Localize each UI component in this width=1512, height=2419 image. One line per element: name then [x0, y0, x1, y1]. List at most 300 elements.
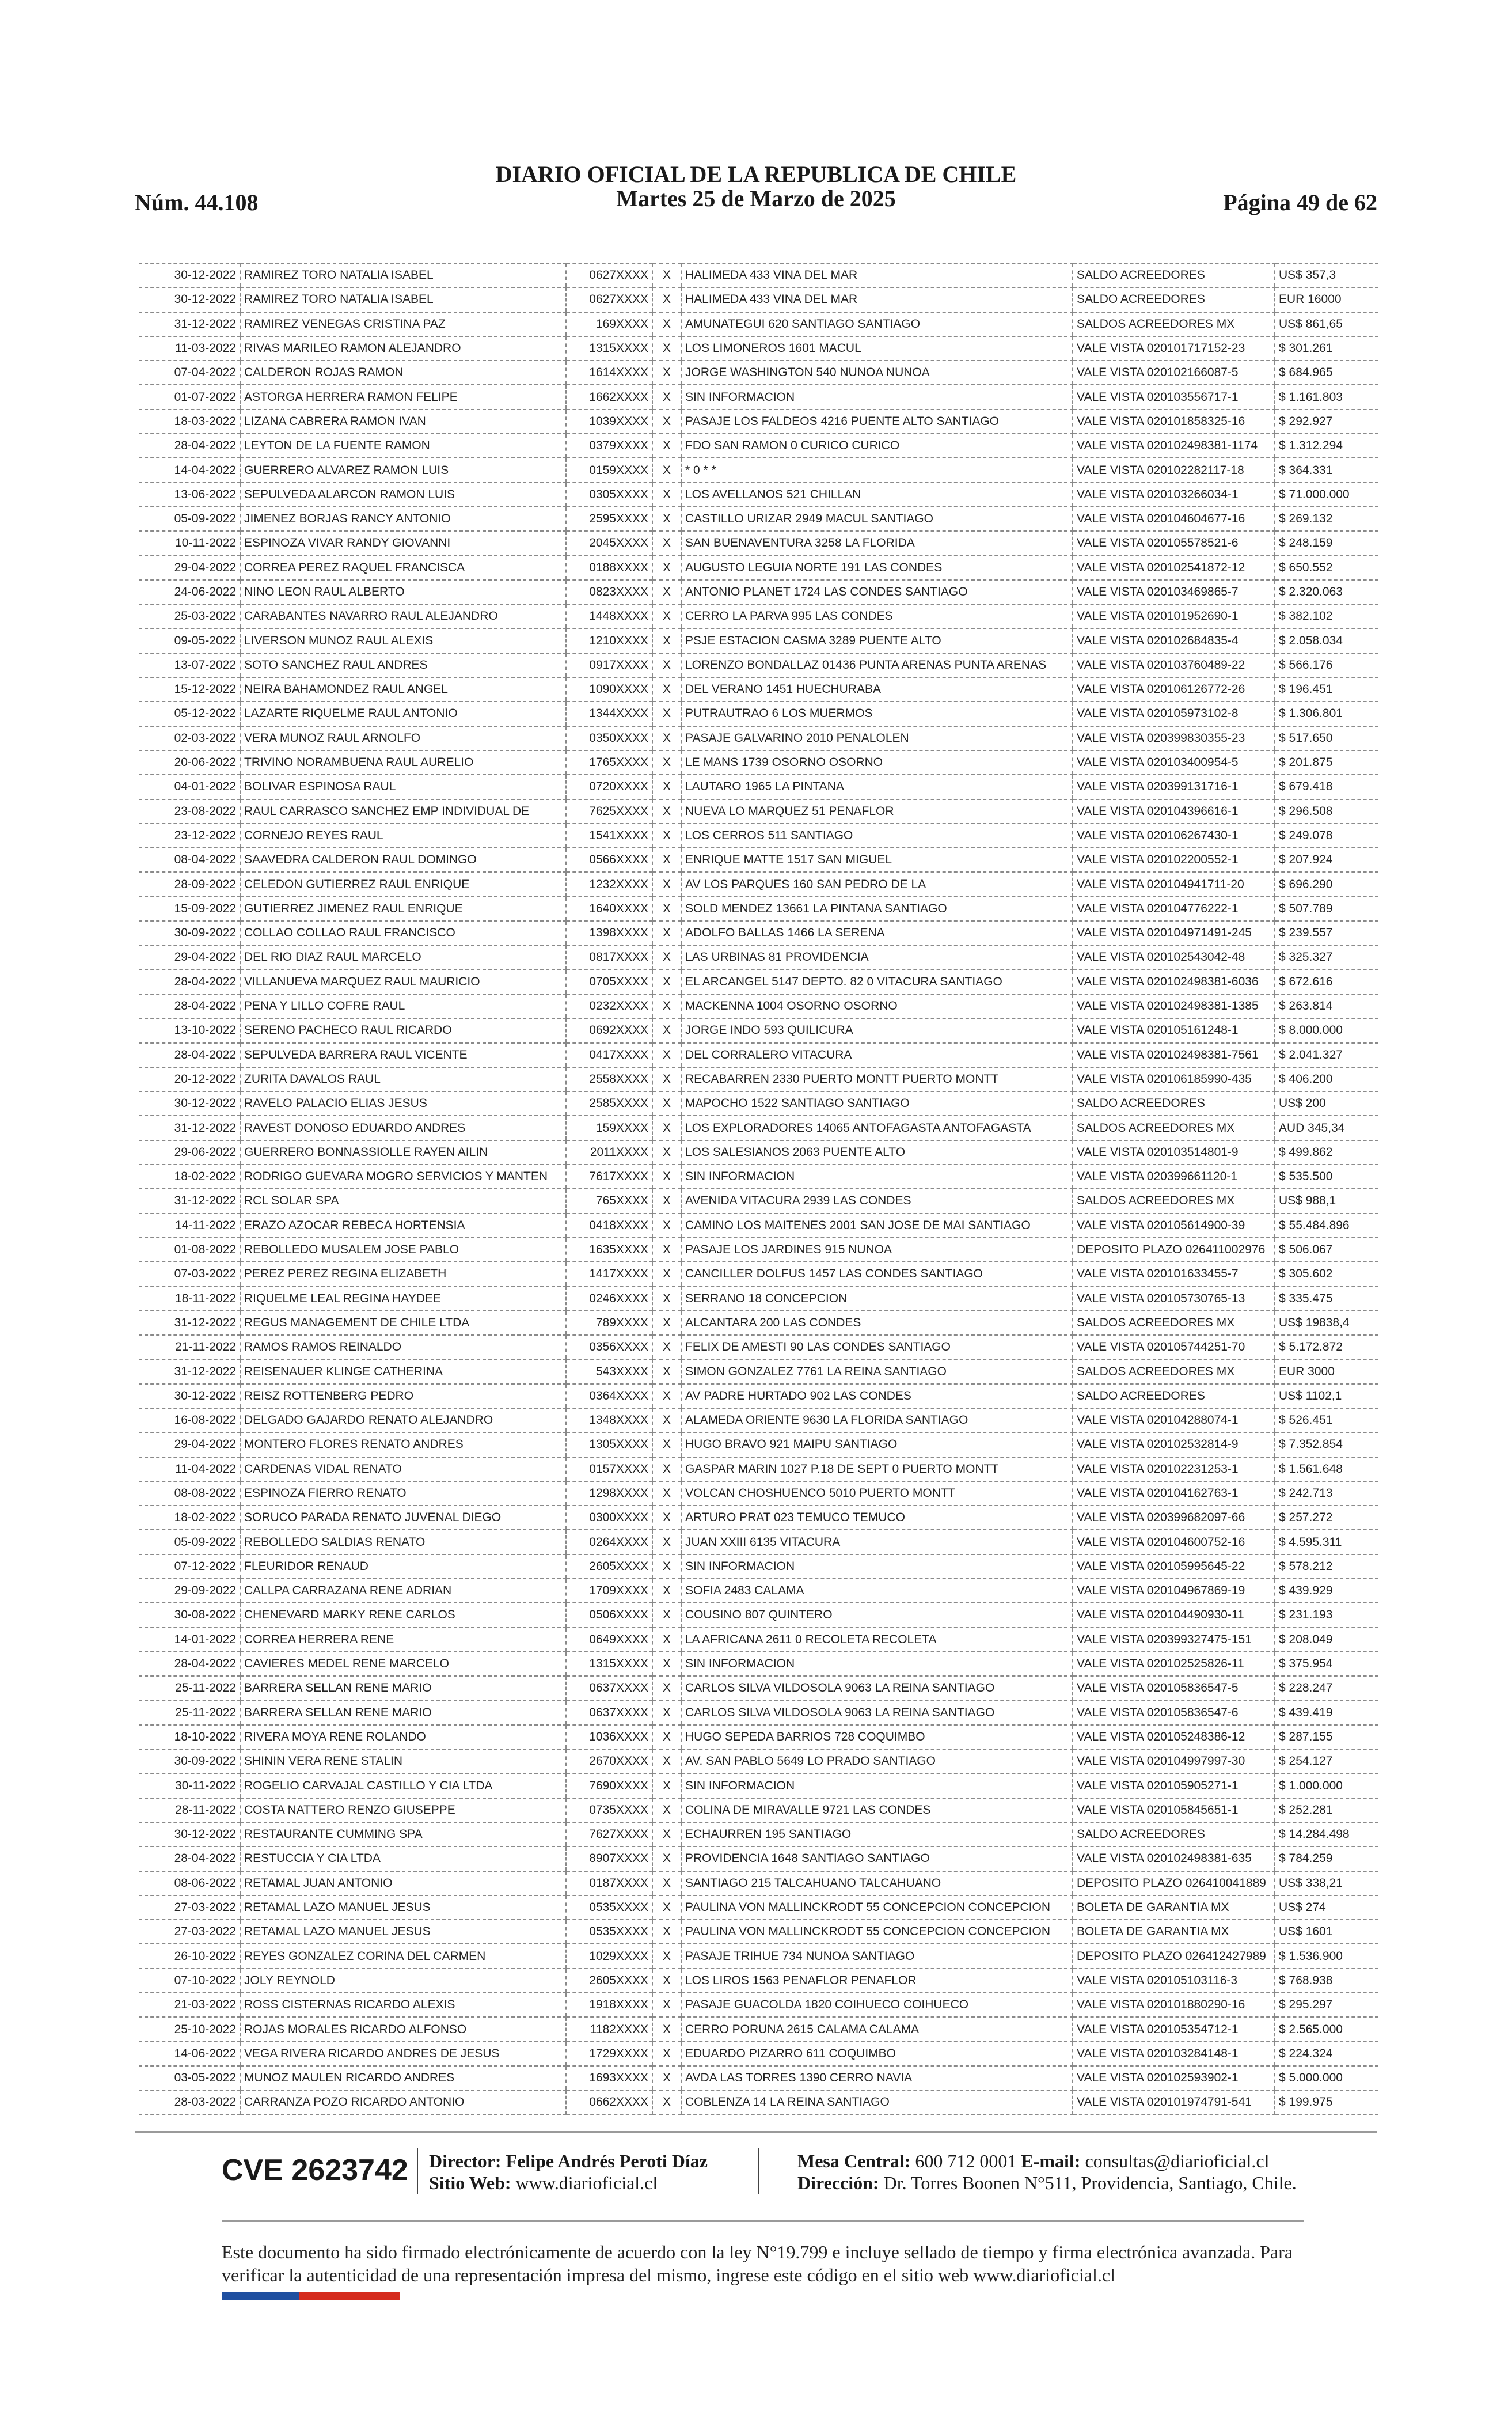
address-cell: EL ARCANGEL 5147 DEPTO. 82 0 VITACURA SANTIAGO: [681, 970, 1073, 994]
date-cell: 29-04-2022: [139, 556, 240, 580]
name-cell: MONTERO FLORES RENATO ANDRES: [240, 1432, 566, 1457]
table-row: [139, 604, 1378, 628]
address-cell: CAMINO LOS MAITENES 2001 SAN JOSE DE MAI SANTIAGO: [681, 1214, 1073, 1238]
product-cell: VALE VISTA 020106126772-26: [1073, 677, 1275, 702]
amount-cell: $ 254.127: [1275, 1749, 1378, 1773]
table-row: [139, 1676, 1378, 1700]
date-cell: 04-01-2022: [139, 775, 240, 799]
name-cell: RAVELO PALACIO ELIAS JESUS: [240, 1091, 566, 1116]
rut-cell: 2045XXXX: [566, 531, 652, 555]
mark-cell: X: [652, 1944, 681, 1968]
product-cell: VALE VISTA 020105578521-6: [1073, 531, 1275, 555]
page-number: Página 49 de 62: [1223, 189, 1377, 215]
product-cell: VALE VISTA 020106185990-435: [1073, 1067, 1275, 1091]
name-cell: CARABANTES NAVARRO RAUL ALEJANDRO: [240, 604, 566, 628]
mark-cell: X: [652, 897, 681, 921]
date-cell: 11-03-2022: [139, 336, 240, 361]
amount-cell: $ 14.284.498: [1275, 1822, 1378, 1847]
amount-cell: $ 439.929: [1275, 1579, 1378, 1603]
amount-cell: US$ 1601: [1275, 1920, 1378, 1944]
rut-cell: 0246XXXX: [566, 1286, 652, 1310]
name-cell: JOLY REYNOLD: [240, 1969, 566, 1993]
name-cell: RAMIREZ VENEGAS CRISTINA PAZ: [240, 312, 566, 336]
date-cell: 28-04-2022: [139, 434, 240, 458]
name-cell: REBOLLEDO MUSALEM JOSE PABLO: [240, 1238, 566, 1262]
address-cell: PSJE ESTACION CASMA 3289 PUENTE ALTO: [681, 628, 1073, 653]
rut-cell: 0232XXXX: [566, 994, 652, 1018]
product-cell: VALE VISTA 020103400954-5: [1073, 750, 1275, 775]
address-cell: ALCANTARA 200 LAS CONDES: [681, 1311, 1073, 1335]
address-cell: DEL VERANO 1451 HUECHURABA: [681, 677, 1073, 702]
mark-cell: X: [652, 263, 681, 287]
product-cell: VALE VISTA 020105354712-1: [1073, 2017, 1275, 2041]
web-link[interactable]: www.diarioficial.cl: [515, 2172, 658, 2193]
name-cell: SERENO PACHECO RAUL RICARDO: [240, 1018, 566, 1042]
name-cell: REGUS MANAGEMENT DE CHILE LTDA: [240, 1311, 566, 1335]
signature-note: Este documento ha sido firmado electrónicamente de acuerdo con la ley N°19.799 e incluye sellado de tiempo y firma electrónica avanzada. Para verificar la autenticidad de una representación impresa del mismo, ingrese este código en el sitio web www.diarioficial.cl: [222, 2242, 1293, 2285]
rut-cell: 0364XXXX: [566, 1384, 652, 1408]
address-cell: SIMON GONZALEZ 7761 LA REINA SANTIAGO: [681, 1359, 1073, 1383]
product-cell: DEPOSITO PLAZO 026410041889: [1073, 1871, 1275, 1895]
mark-cell: X: [652, 1140, 681, 1165]
rut-cell: 0720XXXX: [566, 775, 652, 799]
amount-cell: US$ 274: [1275, 1895, 1378, 1920]
amount-cell: $ 696.290: [1275, 872, 1378, 896]
table-row: [139, 2042, 1378, 2066]
name-cell: REISENAUER KLINGE CATHERINA: [240, 1359, 566, 1383]
amount-cell: EUR 3000: [1275, 1359, 1378, 1383]
product-cell: VALE VISTA 020104967869-19: [1073, 1579, 1275, 1603]
address-cell: AVENIDA VITACURA 2939 LAS CONDES: [681, 1189, 1073, 1213]
amount-cell: $ 7.352.854: [1275, 1432, 1378, 1457]
amount-cell: $ 406.200: [1275, 1067, 1378, 1091]
product-cell: SALDO ACREEDORES: [1073, 287, 1275, 312]
rut-cell: 0305XXXX: [566, 483, 652, 507]
date-cell: 30-11-2022: [139, 1773, 240, 1798]
address-cell: LOS LIMONEROS 1601 MACUL: [681, 336, 1073, 361]
date-cell: 07-03-2022: [139, 1262, 240, 1286]
mark-cell: X: [652, 1969, 681, 1993]
date-cell: 30-12-2022: [139, 287, 240, 312]
amount-cell: $ 1.561.648: [1275, 1457, 1378, 1481]
rut-cell: 1315XXXX: [566, 336, 652, 361]
address-cell: HUGO SEPEDA BARRIOS 728 COQUIMBO: [681, 1725, 1073, 1749]
name-cell: SHININ VERA RENE STALIN: [240, 1749, 566, 1773]
rut-cell: 0418XXXX: [566, 1214, 652, 1238]
mark-cell: X: [652, 2042, 681, 2066]
footer-director-block: [429, 2150, 708, 2194]
address-cell: AVDA LAS TORRES 1390 CERRO NAVIA: [681, 2066, 1073, 2090]
amount-cell: $ 672.616: [1275, 970, 1378, 994]
name-cell: RAMIREZ TORO NATALIA ISABEL: [240, 263, 566, 287]
amount-cell: $ 517.650: [1275, 726, 1378, 750]
address-cell: SOLD MENDEZ 13661 LA PINTANA SANTIAGO: [681, 897, 1073, 921]
product-cell: VALE VISTA 020105845651-1: [1073, 1798, 1275, 1822]
table-row: [139, 1286, 1378, 1310]
table-row: [139, 287, 1378, 312]
table-row: [139, 458, 1378, 482]
table-row: [139, 1895, 1378, 1920]
address-cell: ENRIQUE MATTE 1517 SAN MIGUEL: [681, 848, 1073, 872]
amount-cell: $ 2.565.000: [1275, 2017, 1378, 2041]
date-cell: 30-12-2022: [139, 1822, 240, 1847]
mark-cell: X: [652, 775, 681, 799]
product-cell: VALE VISTA 020106267430-1: [1073, 824, 1275, 848]
address-cell: ANTONIO PLANET 1724 LAS CONDES SANTIAGO: [681, 580, 1073, 604]
name-cell: RETAMAL LAZO MANUEL JESUS: [240, 1920, 566, 1944]
table-row: [139, 1530, 1378, 1554]
mark-cell: X: [652, 1165, 681, 1189]
table-row: [139, 897, 1378, 921]
product-cell: VALE VISTA 020102498381-6036: [1073, 970, 1275, 994]
table-row: [139, 2090, 1378, 2114]
amount-cell: $ 578.212: [1275, 1554, 1378, 1579]
table-row: [139, 1749, 1378, 1773]
date-cell: 21-11-2022: [139, 1335, 240, 1359]
product-cell: VALE VISTA 020399131716-1: [1073, 775, 1275, 799]
rut-cell: 1635XXXX: [566, 1238, 652, 1262]
mark-cell: X: [652, 1847, 681, 1871]
name-cell: NINO LEON RAUL ALBERTO: [240, 580, 566, 604]
address-cell: LE MANS 1739 OSORNO OSORNO: [681, 750, 1073, 775]
address-cell: LOS AVELLANOS 521 CHILLAN: [681, 483, 1073, 507]
mark-cell: X: [652, 677, 681, 702]
date-cell: 28-04-2022: [139, 1652, 240, 1676]
address-cell: CARLOS SILVA VILDOSOLA 9063 LA REINA SANTIAGO: [681, 1701, 1073, 1725]
amount-cell: $ 301.261: [1275, 336, 1378, 361]
table-row: [139, 336, 1378, 361]
name-cell: RAUL CARRASCO SANCHEZ EMP INDIVIDUAL DE: [240, 799, 566, 824]
address-cell: CANCILLER DOLFUS 1457 LAS CONDES SANTIAGO: [681, 1262, 1073, 1286]
date-cell: 18-02-2022: [139, 1506, 240, 1530]
amount-cell: $ 296.508: [1275, 799, 1378, 824]
date-cell: 18-10-2022: [139, 1725, 240, 1749]
rut-cell: 1709XXXX: [566, 1579, 652, 1603]
address-cell: PASAJE GUACOLDA 1820 COIHUECO COIHUECO: [681, 1993, 1073, 2017]
address-cell: PASAJE LOS FALDEOS 4216 PUENTE ALTO SANTIAGO: [681, 410, 1073, 434]
address-cell: FELIX DE AMESTI 90 LAS CONDES SANTIAGO: [681, 1335, 1073, 1359]
rut-cell: 0379XXXX: [566, 434, 652, 458]
mark-cell: X: [652, 1993, 681, 2017]
rut-cell: 7627XXXX: [566, 1822, 652, 1847]
mark-cell: X: [652, 1895, 681, 1920]
date-cell: 28-11-2022: [139, 1798, 240, 1822]
rut-cell: 1232XXXX: [566, 872, 652, 896]
table-row: [139, 1238, 1378, 1262]
table-row: [139, 1773, 1378, 1798]
date-cell: 27-03-2022: [139, 1920, 240, 1944]
date-cell: 28-04-2022: [139, 1847, 240, 1871]
rut-cell: 1765XXXX: [566, 750, 652, 775]
address-cell: SIN INFORMACION: [681, 1652, 1073, 1676]
mark-cell: X: [652, 2017, 681, 2041]
mark-cell: X: [652, 507, 681, 531]
product-cell: BOLETA DE GARANTIA MX: [1073, 1920, 1275, 1944]
table-row: [139, 872, 1378, 896]
address-cell: LOS EXPLORADORES 14065 ANTOFAGASTA ANTOFAGASTA: [681, 1116, 1073, 1140]
mark-cell: X: [652, 336, 681, 361]
amount-cell: $ 269.132: [1275, 507, 1378, 531]
address-cell: SANTIAGO 215 TALCAHUANO TALCAHUANO: [681, 1871, 1073, 1895]
address-cell: CARLOS SILVA VILDOSOLA 9063 LA REINA SANTIAGO: [681, 1676, 1073, 1700]
amount-cell: $ 439.419: [1275, 1701, 1378, 1725]
mark-cell: X: [652, 556, 681, 580]
name-cell: RODRIGO GUEVARA MOGRO SERVICIOS Y MANTEN: [240, 1165, 566, 1189]
table-row: [139, 1408, 1378, 1432]
table-row: [139, 799, 1378, 824]
table-row: [139, 1262, 1378, 1286]
product-cell: VALE VISTA 020105730765-13: [1073, 1286, 1275, 1310]
rut-cell: 0649XXXX: [566, 1628, 652, 1652]
table-row: [139, 263, 1378, 287]
product-cell: VALE VISTA 020105248386-12: [1073, 1725, 1275, 1749]
mesa-label: Mesa Central:: [797, 2151, 911, 2171]
product-cell: VALE VISTA 020105744251-70: [1073, 1335, 1275, 1359]
date-cell: 02-03-2022: [139, 726, 240, 750]
amount-cell: $ 335.475: [1275, 1286, 1378, 1310]
date-cell: 14-01-2022: [139, 1628, 240, 1652]
rut-cell: 0187XXXX: [566, 1871, 652, 1895]
amount-cell: US$ 861,65: [1275, 312, 1378, 336]
mesa-phone: 600 712 0001: [915, 2151, 1017, 2171]
date-cell: 20-12-2022: [139, 1067, 240, 1091]
date-cell: 30-12-2022: [139, 1091, 240, 1116]
rut-cell: 0705XXXX: [566, 970, 652, 994]
rut-cell: 1210XXXX: [566, 628, 652, 653]
address-cell: EDUARDO PIZARRO 611 COQUIMBO: [681, 2042, 1073, 2066]
rut-cell: 2595XXXX: [566, 507, 652, 531]
address-cell: PUTRAUTRAO 6 LOS MUERMOS: [681, 702, 1073, 726]
amount-cell: $ 526.451: [1275, 1408, 1378, 1432]
date-cell: 07-04-2022: [139, 361, 240, 385]
rut-cell: 1036XXXX: [566, 1725, 652, 1749]
mark-cell: X: [652, 1116, 681, 1140]
mark-cell: X: [652, 1238, 681, 1262]
date-cell: 01-07-2022: [139, 385, 240, 409]
table-row: [139, 556, 1378, 580]
product-cell: VALE VISTA 020105973102-8: [1073, 702, 1275, 726]
web-label: Sitio Web:: [429, 2172, 511, 2193]
table-row: [139, 750, 1378, 775]
address-cell: SIN INFORMACION: [681, 1165, 1073, 1189]
mark-cell: X: [652, 872, 681, 896]
amount-cell: US$ 357,3: [1275, 263, 1378, 287]
name-cell: LIZANA CABRERA RAMON IVAN: [240, 410, 566, 434]
amount-cell: $ 325.327: [1275, 945, 1378, 969]
address-cell: ARTURO PRAT 023 TEMUCO TEMUCO: [681, 1506, 1073, 1530]
product-cell: VALE VISTA 020102498381-7561: [1073, 1043, 1275, 1067]
address-cell: PASAJE GALVARINO 2010 PENALOLEN: [681, 726, 1073, 750]
email-link[interactable]: consultas@diarioficial.cl: [1085, 2151, 1270, 2171]
mark-cell: X: [652, 1481, 681, 1506]
amount-cell: $ 5.172.872: [1275, 1335, 1378, 1359]
mark-cell: X: [652, 531, 681, 555]
address-cell: VOLCAN CHOSHUENCO 5010 PUERTO MONTT: [681, 1481, 1073, 1506]
email-label: E-mail:: [1021, 2151, 1081, 2171]
footer-top-rule: [135, 2131, 1377, 2133]
date-cell: 13-06-2022: [139, 483, 240, 507]
amount-cell: $ 768.938: [1275, 1969, 1378, 1993]
publication-date: Martes 25 de Marzo de 2025: [616, 185, 896, 211]
footer-divider: [417, 2148, 418, 2194]
table-row: [139, 1603, 1378, 1627]
table-row: [139, 1043, 1378, 1067]
product-cell: VALE VISTA 020103284148-1: [1073, 2042, 1275, 2066]
address-cell: HUGO BRAVO 921 MAIPU SANTIAGO: [681, 1432, 1073, 1457]
mark-cell: X: [652, 994, 681, 1018]
name-cell: REYES GONZALEZ CORINA DEL CARMEN: [240, 1944, 566, 1968]
product-cell: VALE VISTA 020103469865-7: [1073, 580, 1275, 604]
mark-cell: X: [652, 604, 681, 628]
amount-cell: $ 507.789: [1275, 897, 1378, 921]
rut-cell: 0264XXXX: [566, 1530, 652, 1554]
amount-cell: $ 535.500: [1275, 1165, 1378, 1189]
rut-cell: 0188XXXX: [566, 556, 652, 580]
address-cell: ECHAURREN 195 SANTIAGO: [681, 1822, 1073, 1847]
table-row: [139, 1189, 1378, 1213]
rut-cell: 0350XXXX: [566, 726, 652, 750]
product-cell: VALE VISTA 020103266034-1: [1073, 483, 1275, 507]
amount-cell: $ 1.000.000: [1275, 1773, 1378, 1798]
table-row: [139, 1822, 1378, 1847]
amount-cell: $ 207.924: [1275, 848, 1378, 872]
rut-cell: 0637XXXX: [566, 1676, 652, 1700]
rut-cell: 0506XXXX: [566, 1603, 652, 1627]
amount-cell: $ 566.176: [1275, 653, 1378, 677]
address-cell: LAUTARO 1965 LA PINTANA: [681, 775, 1073, 799]
rut-cell: 0917XXXX: [566, 653, 652, 677]
mark-cell: X: [652, 434, 681, 458]
name-cell: RESTUCCIA Y CIA LTDA: [240, 1847, 566, 1871]
address-cell: JUAN XXIII 6135 VITACURA: [681, 1530, 1073, 1554]
name-cell: FLEURIDOR RENAUD: [240, 1554, 566, 1579]
date-cell: 31-12-2022: [139, 1311, 240, 1335]
name-cell: CHENEVARD MARKY RENE CARLOS: [240, 1603, 566, 1627]
mark-cell: X: [652, 1432, 681, 1457]
address-cell: SERRANO 18 CONCEPCION: [681, 1286, 1073, 1310]
date-cell: 28-04-2022: [139, 994, 240, 1018]
date-cell: 05-09-2022: [139, 1530, 240, 1554]
rut-cell: 7617XXXX: [566, 1165, 652, 1189]
name-cell: TRIVINO NORAMBUENA RAUL AURELIO: [240, 750, 566, 775]
product-cell: VALE VISTA 020102498381-635: [1073, 1847, 1275, 1871]
date-cell: 13-07-2022: [139, 653, 240, 677]
mark-cell: X: [652, 1725, 681, 1749]
rut-cell: 543XXXX: [566, 1359, 652, 1383]
footer-contact-block: [797, 2150, 1297, 2194]
amount-cell: $ 231.193: [1275, 1603, 1378, 1627]
table-row: [139, 1457, 1378, 1481]
mark-cell: X: [652, 385, 681, 409]
name-cell: GUTIERREZ JIMENEZ RAUL ENRIQUE: [240, 897, 566, 921]
rut-cell: 1614XXXX: [566, 361, 652, 385]
product-cell: VALE VISTA 020399682097-66: [1073, 1506, 1275, 1530]
director-label: Director:: [429, 2151, 502, 2171]
name-cell: CAVIERES MEDEL RENE MARCELO: [240, 1652, 566, 1676]
mark-cell: X: [652, 1457, 681, 1481]
mark-cell: X: [652, 1920, 681, 1944]
address-cell: LOS SALESIANOS 2063 PUENTE ALTO: [681, 1140, 1073, 1165]
address-label: Dirección:: [797, 2172, 879, 2193]
amount-cell: $ 196.451: [1275, 677, 1378, 702]
address-cell: LAS URBINAS 81 PROVIDENCIA: [681, 945, 1073, 969]
date-cell: 30-08-2022: [139, 1603, 240, 1627]
name-cell: RIQUELME LEAL REGINA HAYDEE: [240, 1286, 566, 1310]
mark-cell: X: [652, 653, 681, 677]
date-cell: 30-09-2022: [139, 1749, 240, 1773]
name-cell: VERA MUNOZ RAUL ARNOLFO: [240, 726, 566, 750]
amount-cell: $ 252.281: [1275, 1798, 1378, 1822]
mark-cell: X: [652, 1506, 681, 1530]
date-cell: 08-06-2022: [139, 1871, 240, 1895]
name-cell: BARRERA SELLAN RENE MARIO: [240, 1701, 566, 1725]
name-cell: ROGELIO CARVAJAL CASTILLO Y CIA LTDA: [240, 1773, 566, 1798]
name-cell: CELEDON GUTIERREZ RAUL ENRIQUE: [240, 872, 566, 896]
product-cell: VALE VISTA 020104971491-245: [1073, 921, 1275, 945]
table-row: [139, 1481, 1378, 1506]
name-cell: RIVERA MOYA RENE ROLANDO: [240, 1725, 566, 1749]
date-cell: 18-02-2022: [139, 1165, 240, 1189]
date-cell: 14-11-2022: [139, 1214, 240, 1238]
rut-cell: 0566XXXX: [566, 848, 652, 872]
cve-code: CVE 2623742: [222, 2153, 408, 2187]
mark-cell: X: [652, 1701, 681, 1725]
amount-cell: $ 784.259: [1275, 1847, 1378, 1871]
table-row: [139, 434, 1378, 458]
amount-cell: $ 679.418: [1275, 775, 1378, 799]
amount-cell: $ 1.161.803: [1275, 385, 1378, 409]
address-cell: COUSINO 807 QUINTERO: [681, 1603, 1073, 1627]
name-cell: SAAVEDRA CALDERON RAUL DOMINGO: [240, 848, 566, 872]
amount-cell: $ 4.595.311: [1275, 1530, 1378, 1554]
rut-cell: 0417XXXX: [566, 1043, 652, 1067]
table-row: [139, 1311, 1378, 1335]
date-cell: 05-12-2022: [139, 702, 240, 726]
product-cell: VALE VISTA 020104941711-20: [1073, 872, 1275, 896]
address-cell: CERRO LA PARVA 995 LAS CONDES: [681, 604, 1073, 628]
name-cell: RIVAS MARILEO RAMON ALEJANDRO: [240, 336, 566, 361]
table-row: [139, 1384, 1378, 1408]
rut-cell: 1039XXXX: [566, 410, 652, 434]
table-row: [139, 1628, 1378, 1652]
date-cell: 27-03-2022: [139, 1895, 240, 1920]
product-cell: VALE VISTA 020104776222-1: [1073, 897, 1275, 921]
product-cell: VALE VISTA 020102498381-1174: [1073, 434, 1275, 458]
director-name: Felipe Andrés Peroti Díaz: [506, 2151, 708, 2171]
amount-cell: $ 1.312.294: [1275, 434, 1378, 458]
rut-cell: 1344XXXX: [566, 702, 652, 726]
amount-cell: US$ 988,1: [1275, 1189, 1378, 1213]
date-cell: 14-06-2022: [139, 2042, 240, 2066]
rut-cell: 0300XXXX: [566, 1506, 652, 1530]
name-cell: BOLIVAR ESPINOSA RAUL: [240, 775, 566, 799]
address-cell: SAN BUENAVENTURA 3258 LA FLORIDA: [681, 531, 1073, 555]
address-cell: AV PADRE HURTADO 902 LAS CONDES: [681, 1384, 1073, 1408]
address-cell: MAPOCHO 1522 SANTIAGO SANTIAGO: [681, 1091, 1073, 1116]
table-row: [139, 2017, 1378, 2041]
table-row: [139, 1920, 1378, 1944]
name-cell: RESTAURANTE CUMMING SPA: [240, 1822, 566, 1847]
date-cell: 30-09-2022: [139, 921, 240, 945]
table-row: [139, 848, 1378, 872]
address-cell: LOS CERROS 511 SANTIAGO: [681, 824, 1073, 848]
rut-cell: 2670XXXX: [566, 1749, 652, 1773]
name-cell: LAZARTE RIQUELME RAUL ANTONIO: [240, 702, 566, 726]
name-cell: RCL SOLAR SPA: [240, 1189, 566, 1213]
name-cell: RETAMAL LAZO MANUEL JESUS: [240, 1895, 566, 1920]
table-row: [139, 1506, 1378, 1530]
address-cell: PAULINA VON MALLINCKRODT 55 CONCEPCION CONCEPCION: [681, 1920, 1073, 1944]
